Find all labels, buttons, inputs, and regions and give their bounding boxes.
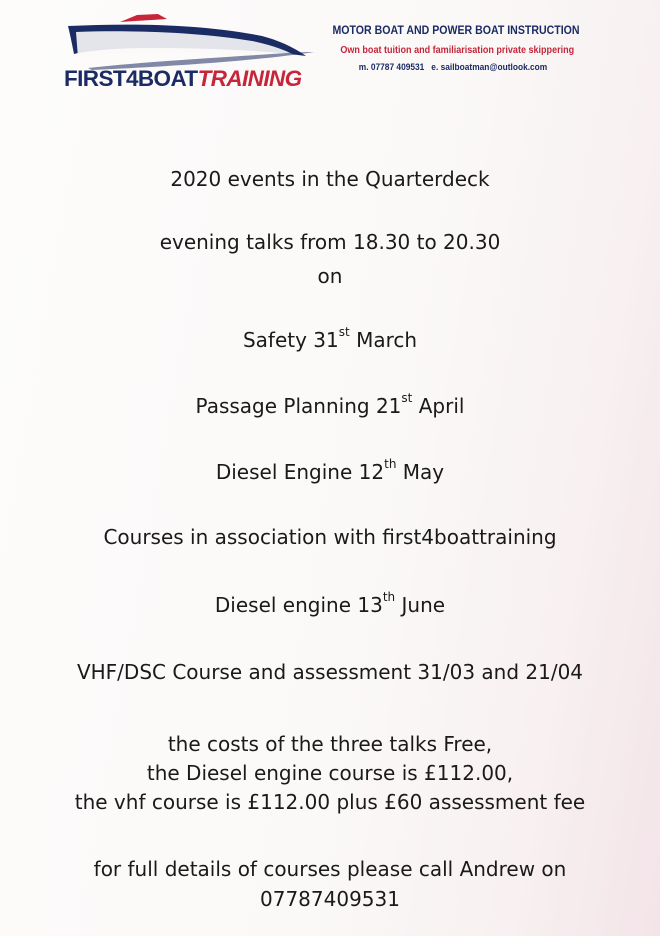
course-day-suffix: th <box>382 590 396 604</box>
course-day: 13 <box>357 593 383 617</box>
talk-day: 31 <box>313 328 339 352</box>
course-diesel-engine <box>0 590 660 617</box>
email-label: e. <box>431 62 439 73</box>
talk-month: March <box>356 328 418 352</box>
talk-name: Safety <box>242 328 307 352</box>
contact-line <box>338 63 569 73</box>
talks-on: on <box>317 264 343 288</box>
courses-intro: Courses in association with first4boattraining <box>103 525 557 549</box>
events-heading: 2020 events in the Quarterdeck <box>170 167 490 191</box>
talks-intro: evening talks from 18.30 to 20.30 <box>159 230 501 254</box>
logo-training: TRAINING <box>197 66 302 91</box>
cost-vhf: the vhf course is £112.00 plus £60 assessment fee <box>74 790 586 814</box>
vhf-course: VHF/DSC Course and assessment 31/03 and 21/04 <box>76 660 584 684</box>
talk-safety <box>0 325 660 352</box>
contact-title: MOTOR BOAT AND POWER BOAT INSTRUCTION <box>332 25 580 37</box>
logo-first4boat: FIRST4BOAT <box>64 66 198 91</box>
logo-wordmark <box>64 68 302 91</box>
contact-block <box>322 26 584 73</box>
email-address: sailboatman@outlook.com <box>440 62 548 73</box>
details-line: for full details of courses please call Andrew on <box>93 857 567 881</box>
course-month: June <box>401 593 446 617</box>
phone-label: m. <box>358 62 369 73</box>
cost-talks: the costs of the three talks Free, <box>167 732 493 756</box>
talk-day: 12 <box>358 460 385 484</box>
talk-month: April <box>418 394 465 418</box>
talk-day-suffix: st <box>338 325 350 339</box>
talk-month: May <box>402 460 445 484</box>
talk-passage-planning <box>0 391 660 418</box>
details-phone: 07787409531 <box>260 887 400 911</box>
brand-logo <box>62 10 318 94</box>
talk-day: 21 <box>375 394 402 418</box>
course-name: Diesel engine <box>214 593 352 617</box>
boat-swoosh-icon <box>62 10 318 70</box>
contact-subtitle: Own boat tuition and familiarisation private skippering <box>340 43 575 56</box>
talk-name: Diesel Engine <box>215 460 353 484</box>
talk-day-suffix: st <box>401 391 413 405</box>
phone-number: 07787 409531 <box>370 62 425 73</box>
talk-diesel-engine <box>0 457 660 484</box>
talk-day-suffix: th <box>384 457 397 471</box>
cost-diesel: the Diesel engine course is £112.00, <box>146 761 514 785</box>
talk-name: Passage Planning <box>195 394 370 418</box>
